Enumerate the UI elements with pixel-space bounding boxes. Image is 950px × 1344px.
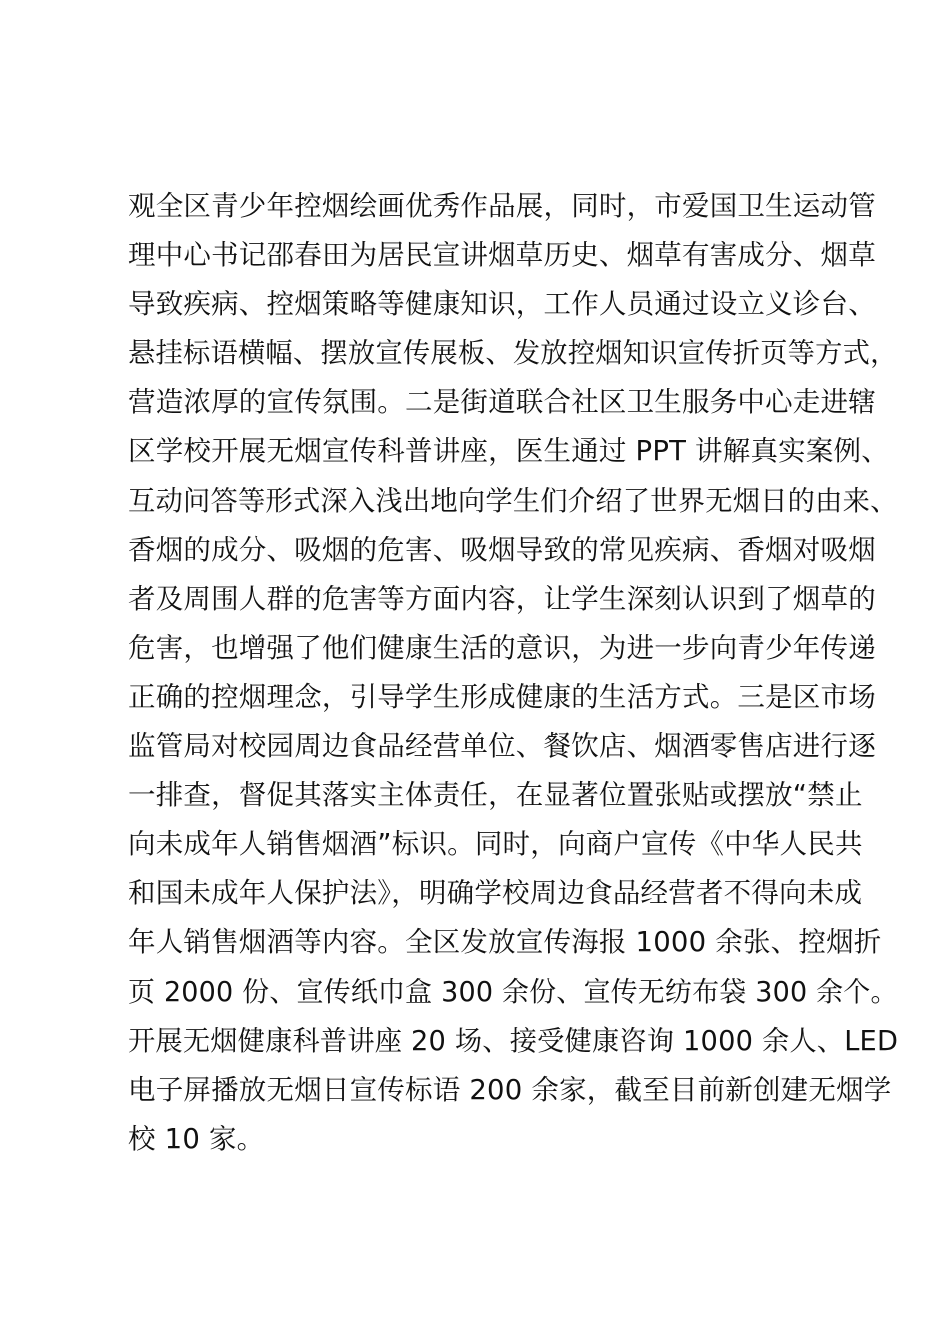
body-paragraph <box>128 182 899 1164</box>
text-line: 观全区青少年控烟绘画优秀作品展，同时，市爱国卫生运动管 <box>128 190 876 222</box>
text-line: 危害，也增强了他们健康生活的意识，为进一步向青少年传递 <box>128 631 876 664</box>
text-line: 校 10 家。 <box>128 1122 265 1155</box>
text-line: 理中心书记邵春田为居民宣讲烟草历史、烟草有害成分、烟草 <box>128 239 876 272</box>
text-line: 导致疾病、控烟策略等健康知识，工作人员通过设立义诊台、 <box>128 288 876 321</box>
text-line: 向未成年人销售烟酒”标识。同时，向商户宣传《中华人民共 <box>128 828 863 861</box>
text-line: 者及周围人群的危害等方面内容，让学生深刻认识到了烟草的 <box>128 582 876 615</box>
text-line: 页 2000 份、宣传纸巾盒 300 余份、宣传无纺布袋 300 余个。 <box>128 975 898 1008</box>
text-line: 互动问答等形式深入浅出地向学生们介绍了世界无烟日的由来、 <box>128 484 898 517</box>
text-line: 监管局对校园周边食品经营单位、餐饮店、烟酒零售店进行逐 <box>128 730 876 763</box>
text-line: 一排查，督促其落实主体责任，在显著位置张贴或摆放“禁止 <box>128 779 863 812</box>
text-line: 正确的控烟理念，引导学生形成健康的生活方式。三是区市场 <box>128 680 876 713</box>
text-line: 电子屏播放无烟日宣传标语 200 余家，截至目前新创建无烟学 <box>128 1073 892 1106</box>
text-line: 香烟的成分、吸烟的危害、吸烟导致的常见疾病、香烟对吸烟 <box>128 533 876 566</box>
text-line: 营造浓厚的宣传氛围。二是街道联合社区卫生服务中心走进辖 <box>128 386 876 419</box>
text-line: 悬挂标语横幅、摆放宣传展板、发放控烟知识宣传折页等方式， <box>128 337 898 370</box>
text-line: 开展无烟健康科普讲座 20 场、接受健康咨询 1000 余人、LED <box>128 1024 899 1057</box>
text-line: 和国未成年人保护法》，明确学校周边食品经营者不得向未成 <box>128 877 863 910</box>
text-line: 年人销售烟酒等内容。全区发放宣传海报 1000 余张、控烟折 <box>128 926 882 959</box>
text-line: 区学校开展无烟宣传科普讲座，医生通过 PPT 讲解真实案例、 <box>128 435 889 468</box>
